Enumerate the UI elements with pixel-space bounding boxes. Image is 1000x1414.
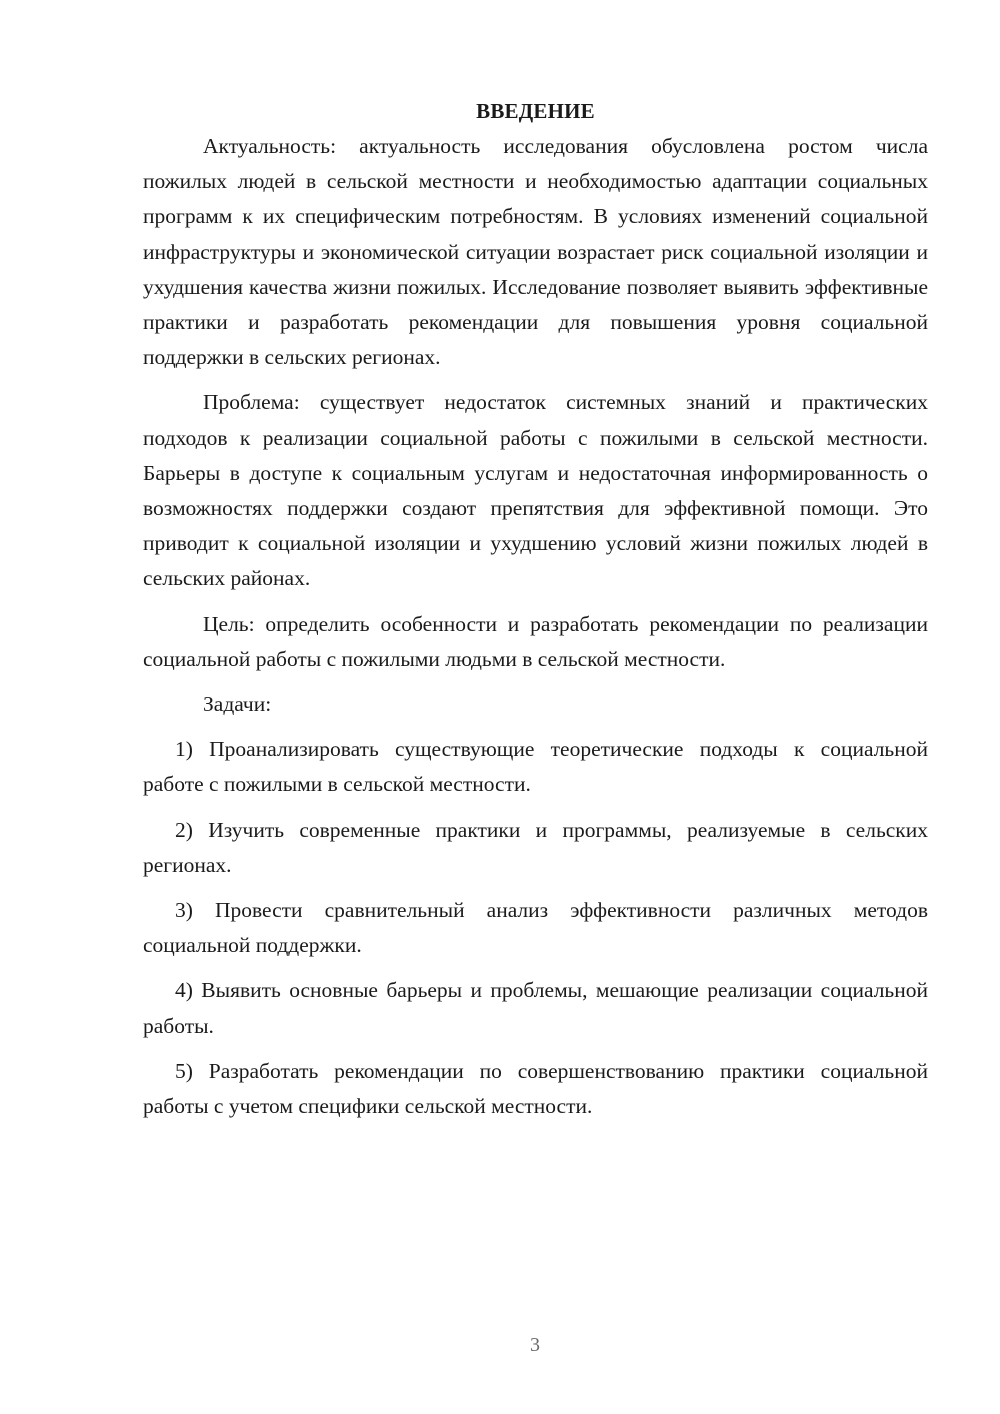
task-item-2: 2) Изучить современные практики и программы, реализуемые в сельских регионах.	[143, 817, 928, 877]
page-content	[143, 94, 928, 1124]
relevance-paragraph: Актуальность: актуальность исследования обусловлена ростом числа пожилых людей в сельской местности и необходимостью адаптации социальных программ к их специфическим потребностям. В условиях изменений социальной инфраструктуры и экономической ситуации возрастает риск социальной изоляции и ухудшения качества жизни пожилых. Исследование позволяет выявить эффективные практики и разработать рекомендации для повышения уровня социальной поддержки в сельских регионах.	[143, 134, 928, 370]
tasks-label: Задачи:	[203, 692, 272, 717]
task-item-1: 1) Проанализировать существующие теоретические подходы к социальной работе с пожилыми в сельской местности.	[143, 737, 928, 797]
problem-paragraph: Проблема: существует недостаток системных знаний и практических подходов к реализации социальной работы с пожилыми в сельской местности. Барьеры в доступе к социальным услугам и недостаточная информированность о возможностях поддержки создают препятствия для эффективной помощи. Это приводит к социальной изоляции и ухудшению условий жизни пожилых людей в сельских районах.	[143, 390, 928, 591]
task-item-3: 3) Провести сравнительный анализ эффективности различных методов социальной поддержки.	[143, 898, 928, 958]
goal-paragraph: Цель: определить особенности и разработать рекомендации по реализации социальной работы с пожилыми людьми в сельской местности.	[143, 611, 928, 671]
page-number: 3	[530, 1334, 540, 1356]
section-heading: ВВЕДЕНИЕ	[476, 99, 595, 123]
task-item-4: 4) Выявить основные барьеры и проблемы, мешающие реализации социальной работы.	[143, 978, 928, 1038]
tasks-list	[143, 732, 928, 1124]
task-item-5: 5) Разработать рекомендации по совершенствованию практики социальной работы с учетом специфики сельской местности.	[143, 1058, 928, 1119]
